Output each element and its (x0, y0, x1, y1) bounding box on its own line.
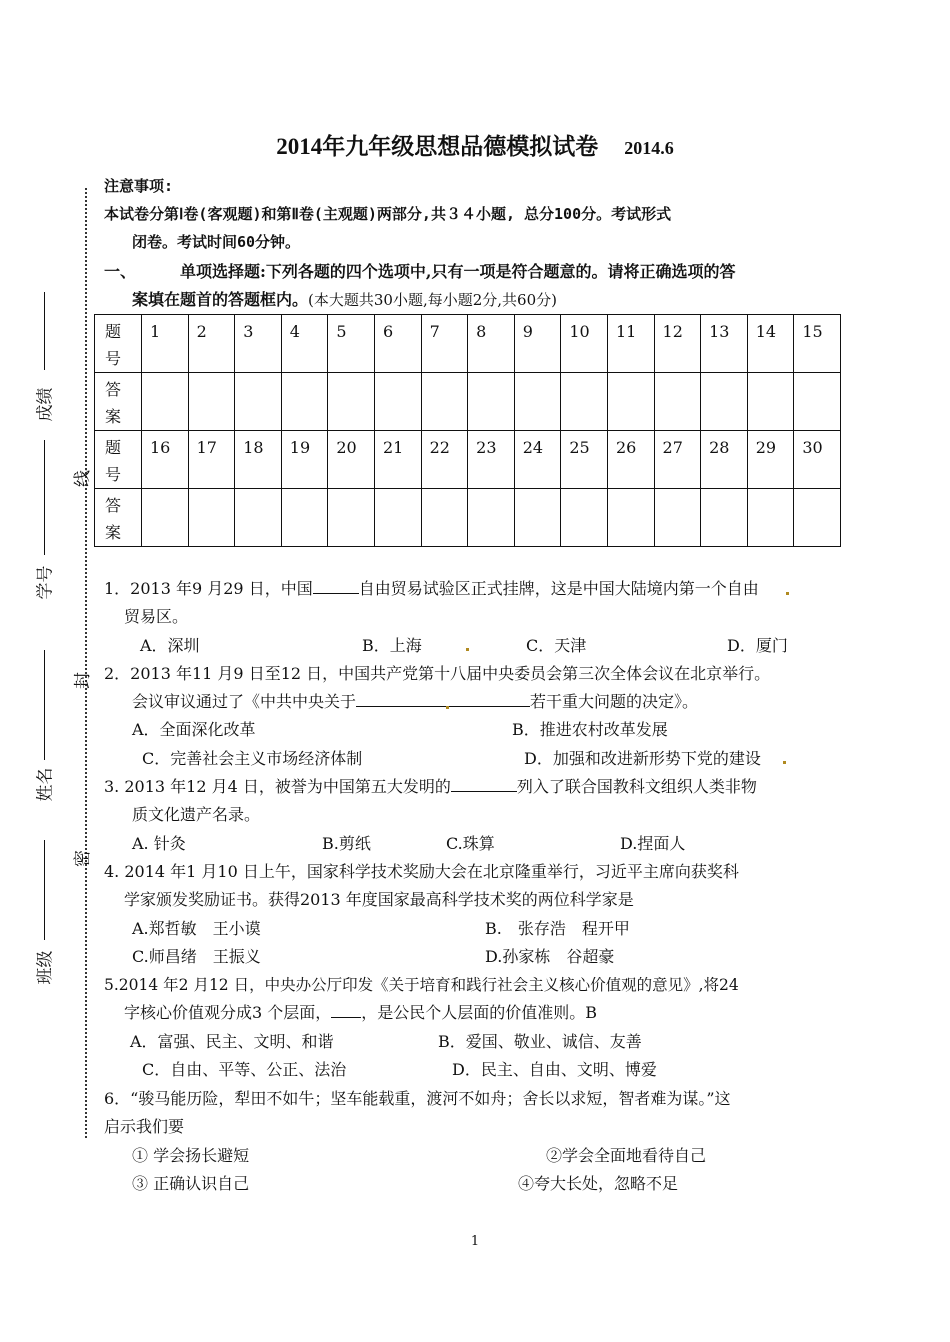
answer-cell[interactable] (654, 373, 701, 431)
q4-option-c: C.师昌绪 王振义 (132, 947, 261, 966)
answer-cell[interactable] (328, 489, 375, 547)
q1-option-b: B．上海 (362, 636, 422, 655)
answer-label-cell (95, 373, 142, 431)
answer-cell[interactable] (747, 489, 794, 547)
answer-label-cell (95, 489, 142, 547)
answer-cell[interactable] (607, 373, 654, 431)
q1-option-c: C．天津 (526, 636, 587, 655)
answer-cell[interactable] (281, 489, 328, 547)
notice-heading: 注意事项: (104, 177, 174, 195)
question-number-cell: 7 (421, 315, 468, 373)
question-number-cell: 16 (142, 431, 189, 489)
question-number-cell: 5 (328, 315, 375, 373)
score-label: 成绩 (35, 387, 56, 422)
q2-option-b: B．推进农村改革发展 (512, 720, 668, 739)
question-number-cell: 22 (421, 431, 468, 489)
answer-cell[interactable] (235, 373, 282, 431)
question-number-cell: 27 (654, 431, 701, 489)
q5-option-a: A．富强、民主、文明、和谐 (130, 1032, 334, 1051)
q3-blank (451, 791, 517, 792)
answer-cell[interactable] (468, 489, 515, 547)
answer-cell[interactable] (794, 373, 841, 431)
title-text: 2014年九年级思想品德模拟试卷 (276, 134, 599, 159)
q2-stem-line2 (132, 688, 698, 716)
title-date: 2014.6 (624, 138, 674, 158)
section1-line2-note: (本大题共30小题,每小题2分,共60分) (308, 291, 557, 309)
question-number-cell: 21 (374, 431, 421, 489)
table-row (95, 489, 841, 547)
question-number-cell: 1 (142, 315, 189, 373)
seal-char-mi: 密 (73, 850, 93, 867)
q5-option-c: C．自由、平等、公正、法治 (142, 1060, 347, 1079)
q6-option-3: ③ 正确认识自己 (132, 1174, 250, 1193)
answer-label: 答案 (105, 496, 122, 542)
q6-stem-b: 启示我们要 (104, 1117, 185, 1136)
answer-cell[interactable] (188, 373, 235, 431)
section1-line1: 单项选择题:下列各题的四个选项中,只有一项是符合题意的。请将正确选项的答 (180, 262, 736, 281)
stray-mark (446, 706, 449, 709)
answer-cell[interactable] (468, 373, 515, 431)
q1-option-d: D．厦门 (727, 636, 788, 655)
answer-cell[interactable] (142, 373, 189, 431)
student-no-line (44, 440, 45, 555)
question-number-cell: 29 (747, 431, 794, 489)
answer-cell[interactable] (794, 489, 841, 547)
answer-cell[interactable] (421, 373, 468, 431)
stray-mark (466, 648, 469, 651)
q2-option-d: D．加强和改进新形势下党的建设 (524, 749, 761, 768)
q4-stem-a: 4. 2014 年1 月10 日上午，国家科学技术奖励大会在北京隆重举行，习近平主席向获奖科 (104, 862, 739, 881)
notice-line2: 闭卷。考试时间60分钟。 (132, 233, 301, 251)
question-number-cell: 13 (701, 315, 748, 373)
page-number: 1 (470, 1234, 480, 1249)
q4-option-d: D.孙家栋 谷超豪 (485, 947, 615, 966)
answer-cell[interactable] (514, 489, 561, 547)
question-number-cell: 12 (654, 315, 701, 373)
q4-stem-b: 学家颁发奖励证书。获得2013 年度国家最高科学技术奖的两位科学家是 (124, 890, 634, 909)
q4-option-a: A.郑哲敏 王小谟 (132, 919, 261, 938)
question-label-cell (95, 431, 142, 489)
q1-stem-c: 贸易区。 (124, 607, 189, 626)
answer-cell[interactable] (607, 489, 654, 547)
answer-cell[interactable] (281, 373, 328, 431)
notice-line1: 本试卷分第Ⅰ卷(客观题)和第Ⅱ卷(主观题)两部分,共３４小题, 总分100分。考试形式 (104, 205, 672, 223)
seal-char-line: 线 (73, 470, 93, 487)
answer-cell[interactable] (374, 373, 421, 431)
q5-option-b: B．爱国、敬业、诚信、友善 (438, 1032, 642, 1051)
q4-option-b: B. 张存浩 程开甲 (485, 919, 630, 938)
question-number-cell: 15 (794, 315, 841, 373)
q6-stem-a: 6．“骏马能历险，犁田不如牛；坚车能载重，渡河不如舟；舍长以求短，智者难为谋。”这 (104, 1089, 731, 1108)
question-label: 题号 (105, 322, 122, 368)
question-label-cell (95, 315, 142, 373)
question-number-cell: 8 (468, 315, 515, 373)
section1-line2-bold: 案填在题首的答题框内。 (132, 290, 309, 309)
q3-stem-line1 (104, 773, 757, 801)
q2-stem-c: 若干重大问题的决定》。 (530, 692, 699, 711)
question-number-cell: 10 (561, 315, 608, 373)
answer-cell[interactable] (328, 373, 375, 431)
answer-table (94, 314, 841, 547)
question-number-cell: 17 (188, 431, 235, 489)
name-line (44, 650, 45, 760)
question-number-cell: 20 (328, 431, 375, 489)
q2-stem-a: 2．2013 年11 月9 日至12 日，中国共产党第十八届中央委员会第三次全体会议在北京举行。 (104, 664, 771, 683)
question-number-cell: 9 (514, 315, 561, 373)
q6-option-4: ④夸大长处，忽略不足 (518, 1174, 679, 1193)
q5-stem-line2 (124, 999, 597, 1027)
answer-cell[interactable] (701, 489, 748, 547)
q6-option-2: ②学会全面地看待自己 (546, 1146, 707, 1165)
q5-stem-b: 字核心价值观分成3 个层面， (124, 1003, 332, 1022)
q1-option-a: A．深圳 (140, 636, 200, 655)
q2-blank (356, 706, 530, 707)
question-number-cell: 30 (794, 431, 841, 489)
seal-char-feng: 封 (73, 672, 93, 689)
question-number-cell: 6 (374, 315, 421, 373)
q2-option-a: A．全面深化改革 (132, 720, 256, 739)
q3-option-a: A. 针灸 (132, 834, 186, 853)
page-title (0, 128, 950, 161)
class-label: 班级 (35, 950, 56, 985)
question-label: 题号 (105, 438, 122, 484)
table-row (95, 315, 841, 373)
answer-cell[interactable] (561, 489, 608, 547)
question-number-cell: 18 (235, 431, 282, 489)
question-number-cell: 3 (235, 315, 282, 373)
question-number-cell: 28 (701, 431, 748, 489)
stray-mark (786, 592, 789, 595)
q3-option-d: D.捏面人 (620, 834, 686, 853)
student-no-label: 学号 (35, 565, 56, 600)
name-label: 姓名 (35, 767, 56, 802)
answer-cell[interactable] (654, 489, 701, 547)
q1-blank (313, 593, 359, 594)
answer-cell[interactable] (142, 489, 189, 547)
q2-option-c: C．完善社会主义市场经济体制 (142, 749, 363, 768)
question-number-cell: 19 (281, 431, 328, 489)
q3-option-c: C.珠算 (446, 834, 495, 853)
table-row (95, 373, 841, 431)
seal-dotted-line (85, 188, 87, 1138)
q3-stem-c: 质文化遗产名录。 (132, 805, 261, 824)
section1-number: 一、 (104, 262, 137, 281)
q5-stem-c: ，是公民个人层面的价值准则。B (361, 1003, 598, 1022)
answer-cell[interactable] (421, 489, 468, 547)
question-number-cell: 23 (468, 431, 515, 489)
answer-cell[interactable] (374, 489, 421, 547)
answer-cell[interactable] (188, 489, 235, 547)
q5-option-d: D．民主、自由、文明、博爱 (452, 1060, 657, 1079)
q1-stem-line1 (104, 575, 759, 603)
answer-cell[interactable] (514, 373, 561, 431)
q3-stem-a: 3. 2013 年12 月4 日，被誉为中国第五大发明的 (104, 777, 451, 796)
answer-cell[interactable] (701, 373, 748, 431)
question-number-cell: 26 (607, 431, 654, 489)
question-number-cell: 11 (607, 315, 654, 373)
stray-mark (783, 761, 786, 764)
q3-stem-b: 列入了联合国教科文组织人类非物 (516, 777, 757, 796)
q5-stem-a: 5.2014 年2 月12 日，中央办公厅印发《关于培育和践行社会主义核心价值观的意见》,将24 (104, 976, 739, 994)
class-line (44, 840, 45, 940)
q3-option-b: B.剪纸 (322, 834, 371, 853)
score-line (44, 292, 45, 370)
q2-stem-b: 会议审议通过了《中共中央关于 (132, 692, 357, 711)
question-number-cell: 4 (281, 315, 328, 373)
q6-option-1: ① 学会扬长避短 (132, 1146, 250, 1165)
q1-stem-b: 自由贸易试验区正式挂牌，这是中国大陆境内第一个自由 (358, 579, 759, 598)
question-number-cell: 24 (514, 431, 561, 489)
question-number-cell: 14 (747, 315, 794, 373)
answer-cell[interactable] (561, 373, 608, 431)
question-number-cell: 2 (188, 315, 235, 373)
table-row (95, 431, 841, 489)
answer-label: 答案 (105, 380, 122, 426)
section1-line2 (132, 286, 557, 314)
question-number-cell: 25 (561, 431, 608, 489)
answer-cell[interactable] (747, 373, 794, 431)
answer-cell[interactable] (235, 489, 282, 547)
q5-blank (331, 1017, 361, 1018)
q1-stem-a: 1．2013 年9 月29 日，中国 (104, 579, 313, 598)
